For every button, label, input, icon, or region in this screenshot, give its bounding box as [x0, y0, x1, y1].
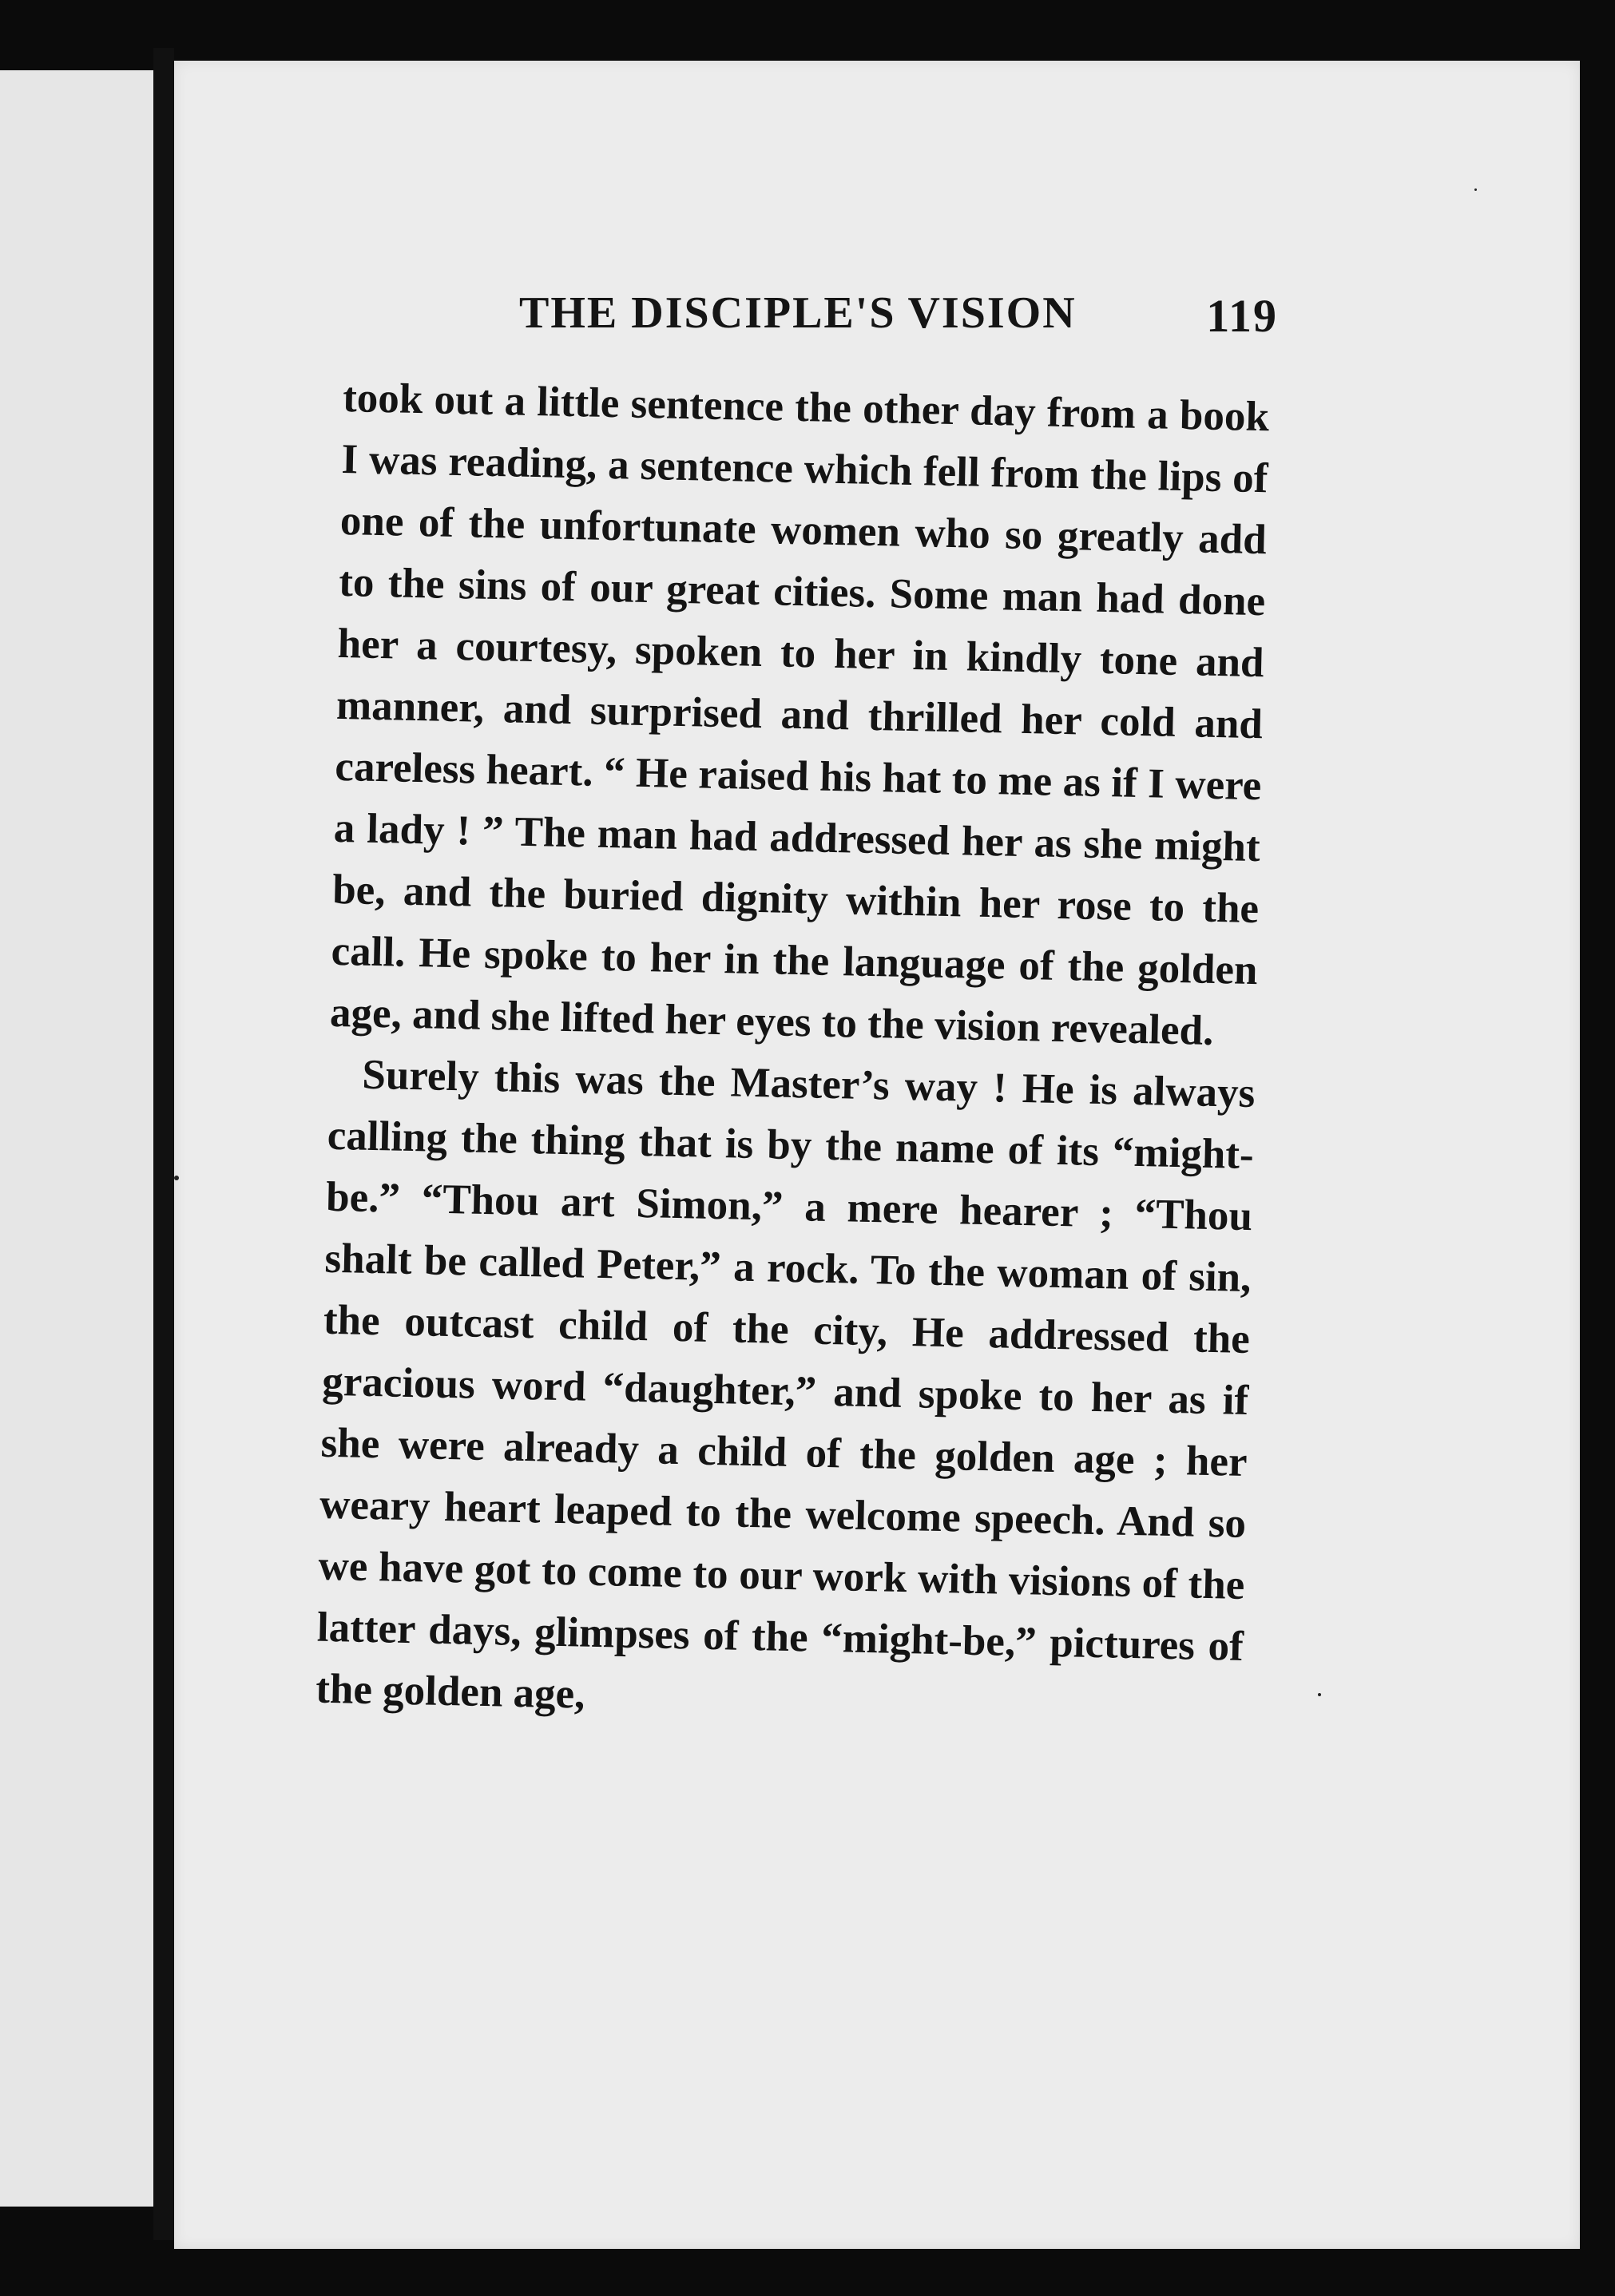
paragraph-1: took out a little sentence the other day from a book I was reading, a sentence which fell from the lips of one of the unfortunate women who so greatly add to the sins of our great cities. Some man had done her a courtesy, spoken to her in kindly tone and manner, and surprised and thrilled her cold and careless heart. “ He raised his hat to me as if I were a lady ! ” The man had addressed her as she might be, and the buried dignity within her rose to the call. He spoke to her in the language of the golden age, and she lifted her eyes to the vision revealed. — [329, 374, 1270, 1054]
book-gutter — [153, 48, 174, 2240]
scan-speck — [1474, 188, 1477, 191]
page-number: 119 — [1206, 290, 1278, 342]
left-page-edge — [0, 70, 153, 2207]
scan-speck — [174, 1176, 179, 1180]
paragraph-2: Surely this was the Master’s way ! He is always calling the thing that is by the name of its “might-be.” “Thou art Simon,” a mere hearer ; “Thou shalt be called Peter,” a rock. To the woman of sin, the outcast child of the city, He addressed the gracious word “daughter,” and spoke to her as if she were already a child of the golden age ; her weary heart leaped to the welcome speech. And so we have got to come to our work with visions of the latter days, glimpses of the “might-be,” pictures of the golden age, — [315, 1051, 1256, 1718]
body-text — [315, 367, 1270, 1739]
running-title: THE DISCIPLE'S VISION — [519, 288, 1077, 338]
running-header — [519, 287, 1278, 359]
scan-speck — [1318, 1693, 1321, 1696]
